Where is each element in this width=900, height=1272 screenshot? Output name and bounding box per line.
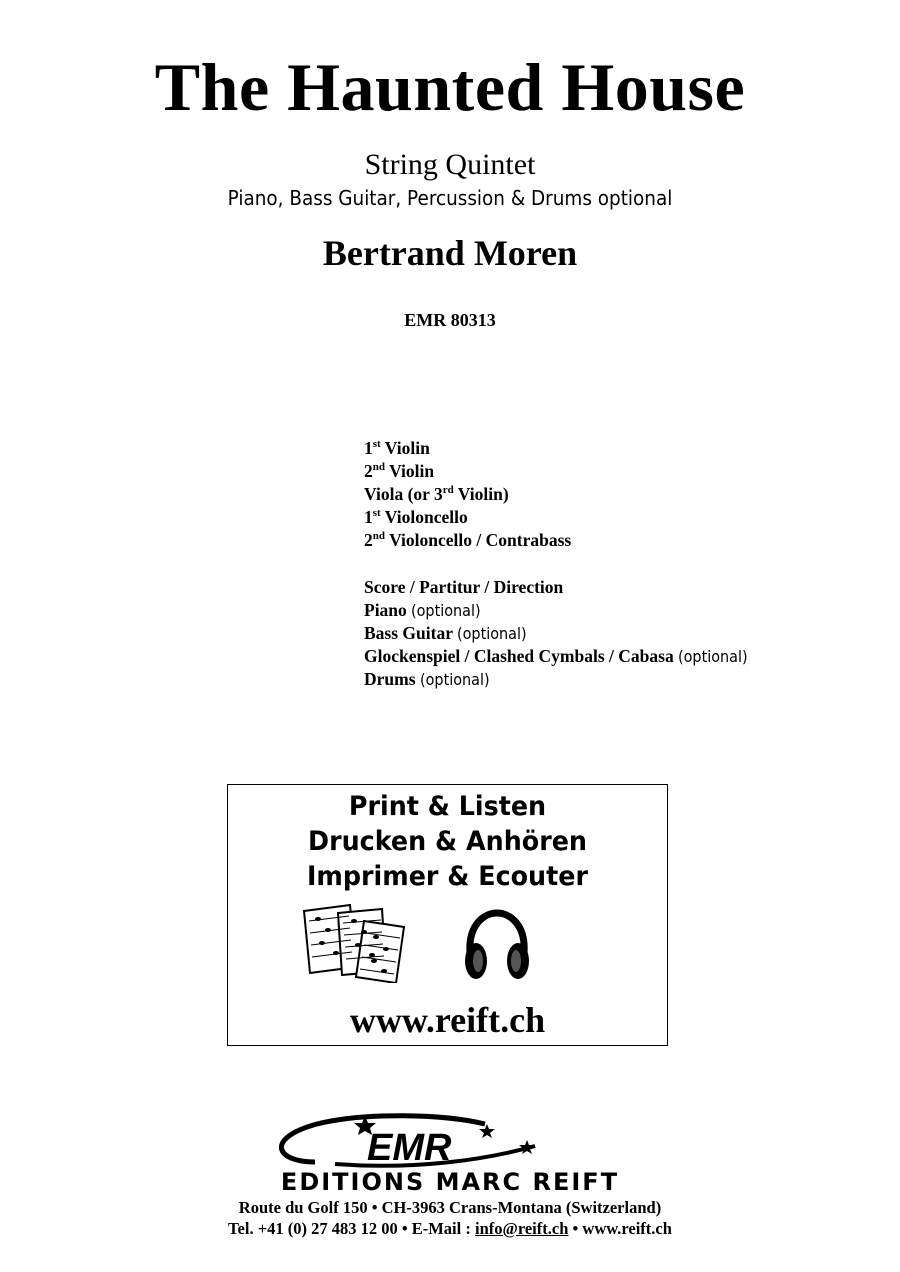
composer-name: Bertrand Moren (322, 233, 578, 273)
publisher-contact (0, 1219, 900, 1239)
catalog-number: EMR 80313 (404, 310, 496, 330)
parts-list (364, 437, 884, 691)
promo-line-english: Print & Listen (348, 791, 547, 822)
part-violoncello-2: 2nd Violoncello / Contrabass (364, 530, 572, 550)
instrumentation-note: Piano, Bass Guitar, Percussion & Drums optional (227, 186, 673, 210)
logo-text: EMR (367, 1127, 452, 1169)
part-violin-2: 2nd Violin (364, 461, 435, 481)
part-score: Score / Partitur / Direction (364, 577, 564, 597)
website-url[interactable]: www.reift.ch (349, 1000, 546, 1040)
print-listen-box (227, 784, 668, 1046)
part-violin-1: 1st Violin (364, 438, 430, 458)
part-percussion: Glockenspiel / Clashed Cymbals / Cabasa (optional) (364, 646, 748, 666)
contact-phone: Tel. +41 (0) 27 483 12 00 • E-Mail : (228, 1219, 475, 1238)
part-violoncello-1: 1st Violoncello (364, 507, 468, 527)
headphones-icon (462, 907, 532, 983)
emr-logo (255, 1110, 545, 1170)
part-drums: Drums (optional) (364, 669, 490, 689)
publisher-name: EDITIONS MARC REIFT (280, 1168, 620, 1196)
page-title: The Haunted House (154, 49, 746, 125)
part-piano: Piano (optional) (364, 600, 481, 620)
promo-line-french: Imprimer & Ecouter (306, 861, 589, 892)
subtitle: String Quintet (364, 148, 536, 181)
publisher-address: Route du Golf 150 • CH-3963 Crans-Montana (Switzerland) (238, 1198, 662, 1217)
part-viola: Viola (or 3rd Violin) (364, 484, 509, 504)
sheet-music-icon (298, 903, 413, 983)
promo-line-german: Drucken & Anhören (307, 826, 588, 857)
contact-web: • www.reift.ch (568, 1219, 672, 1238)
email-link[interactable]: info@reift.ch (474, 1219, 569, 1238)
part-bass-guitar: Bass Guitar (optional) (364, 623, 527, 643)
